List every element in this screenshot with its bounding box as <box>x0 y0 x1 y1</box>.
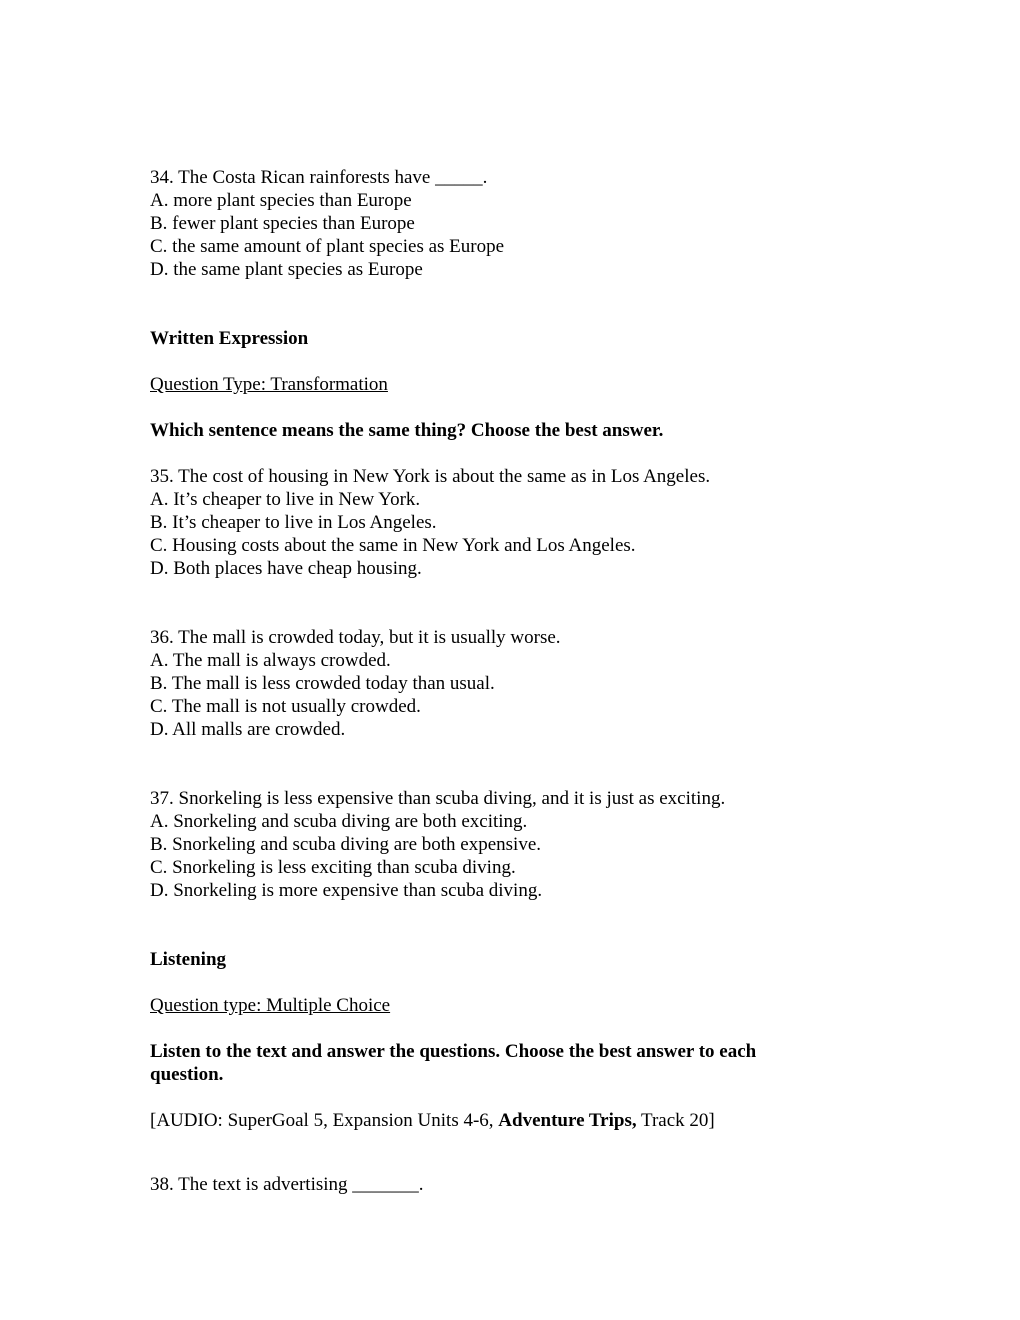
answer-option: D. All malls are crowded. <box>150 719 346 740</box>
section-instruction-cont: question. <box>150 1064 224 1085</box>
answer-option: B. fewer plant species than Europe <box>150 213 415 234</box>
answer-option: B. The mall is less crowded today than usual. <box>150 673 495 694</box>
audio-suffix: Track 20] <box>636 1110 715 1131</box>
question-stem: 35. The cost of housing in New York is about the same as in Los Angeles. <box>150 466 711 487</box>
answer-option: C. Housing costs about the same in New York and Los Angeles. <box>150 535 636 556</box>
question-34 <box>150 166 850 281</box>
question-stem: 38. The text is advertising _______. <box>150 1174 424 1195</box>
answer-option: A. more plant species than Europe <box>150 190 412 211</box>
section-heading-listening: Listening <box>150 949 227 970</box>
question-stem: 36. The mall is crowded today, but it is usually worse. <box>150 627 561 648</box>
audio-reference <box>150 1109 850 1132</box>
audio-title: Adventure Trips, <box>498 1110 637 1131</box>
answer-option: A. The mall is always crowded. <box>150 650 391 671</box>
answer-option: B. Snorkeling and scuba diving are both expensive. <box>150 834 542 855</box>
answer-option: D. Snorkeling is more expensive than scuba diving. <box>150 880 543 901</box>
answer-option: B. It’s cheaper to live in Los Angeles. <box>150 512 437 533</box>
answer-option: D. Both places have cheap housing. <box>150 558 422 579</box>
question-35 <box>150 465 850 580</box>
question-stem: 34. The Costa Rican rainforests have _____. <box>150 167 488 188</box>
audio-prefix: [AUDIO: SuperGoal 5, Expansion Units 4-6, <box>150 1110 499 1131</box>
document-page <box>150 166 850 1196</box>
section-instruction: Which sentence means the same thing? Choose the best answer. <box>150 420 664 441</box>
answer-option: C. the same amount of plant species as Europe <box>150 236 505 257</box>
question-type-label: Question Type: Transformation <box>150 374 388 395</box>
answer-option: C. Snorkeling is less exciting than scuba diving. <box>150 857 516 878</box>
question-stem: 37. Snorkeling is less expensive than scuba diving, and it is just as exciting. <box>150 788 726 809</box>
question-38 <box>150 1173 850 1196</box>
question-type-label: Question type: Multiple Choice <box>150 995 391 1016</box>
question-36 <box>150 626 850 741</box>
section-instruction: Listen to the text and answer the questions. Choose the best answer to each <box>150 1041 757 1062</box>
question-37 <box>150 787 850 902</box>
answer-option: A. It’s cheaper to live in New York. <box>150 489 421 510</box>
answer-option: A. Snorkeling and scuba diving are both exciting. <box>150 811 528 832</box>
answer-option: D. the same plant species as Europe <box>150 259 423 280</box>
answer-option: C. The mall is not usually crowded. <box>150 696 421 717</box>
section-heading-written: Written Expression <box>150 328 309 349</box>
